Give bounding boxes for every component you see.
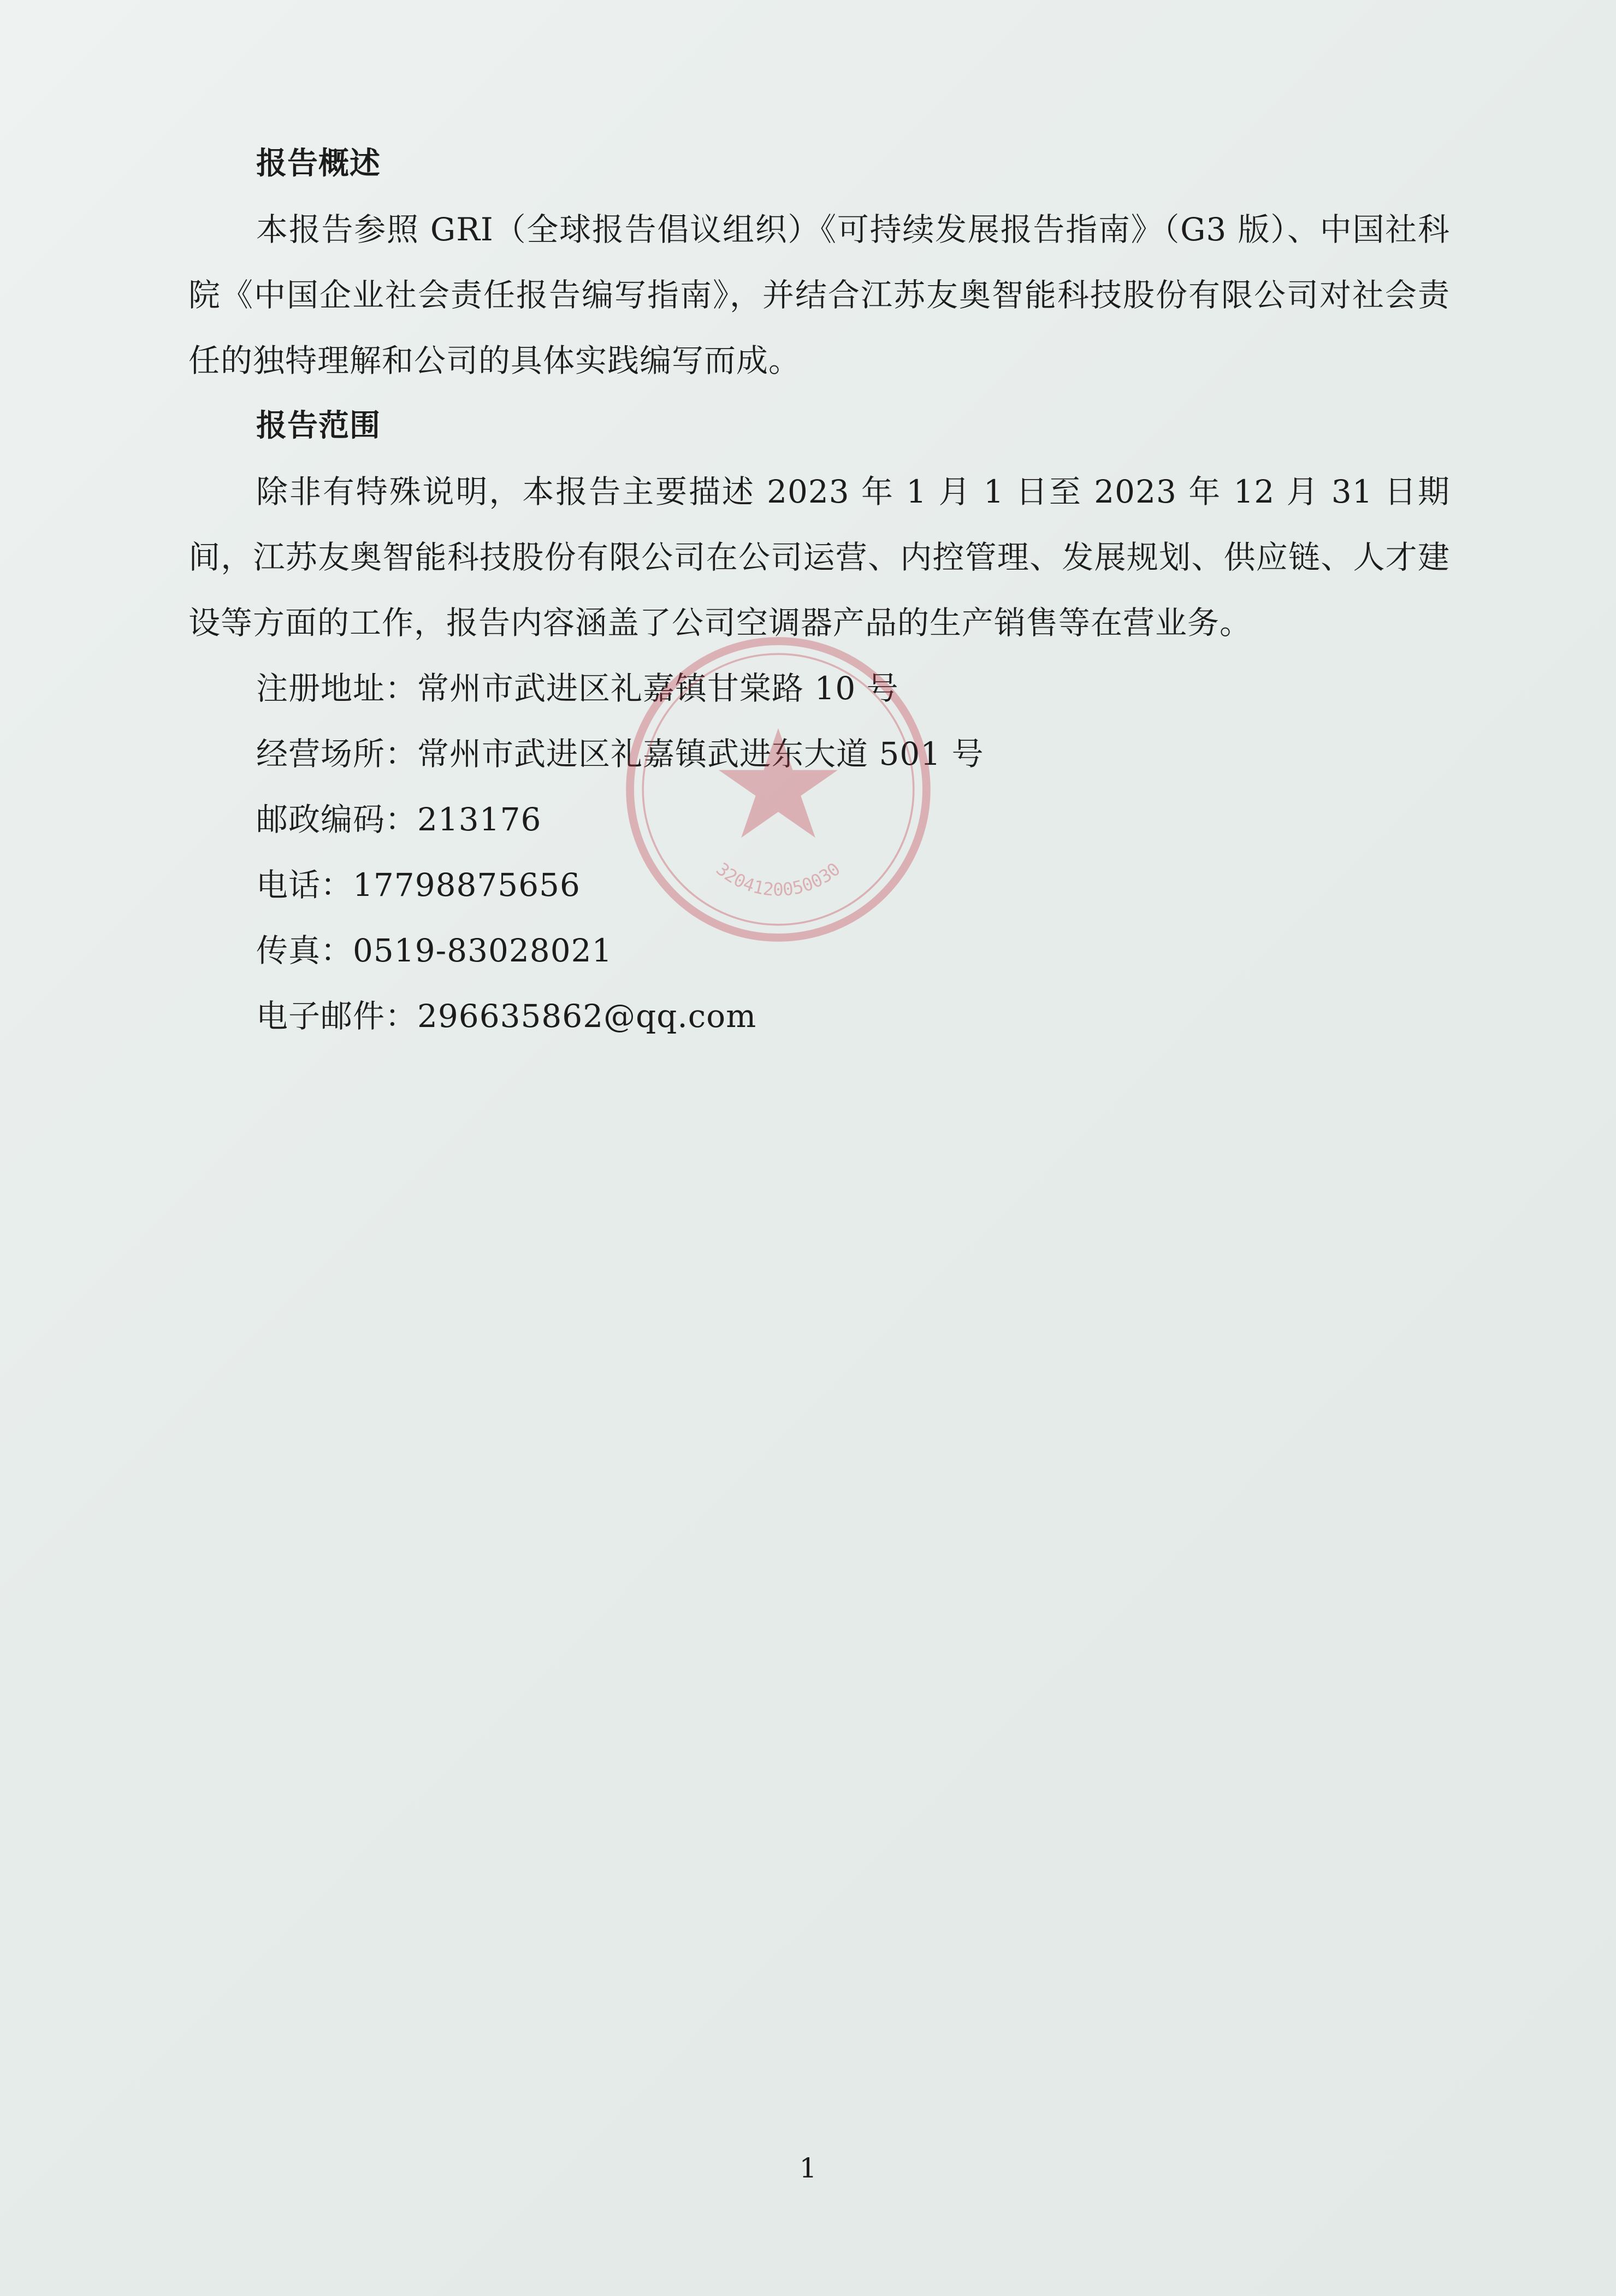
fax-number: 传真：0519-83028021	[256, 932, 613, 969]
registered-address: 注册地址：常州市武进区礼嘉镇甘棠路 10 号	[256, 670, 899, 707]
overview-paragraph: 本报告参照 GRI（全球报告倡议组织）《可持续发展报告指南》（G3 版）、中国社科院《中国企业社会责任报告编写指南》，并结合江苏友奥智能科技股份有限公司对社会责任的独特理解和公司的具体实践编写而成。	[188, 211, 1450, 379]
business-address: 经营场所：常州市武进区礼嘉镇武进东大道 501 号	[256, 735, 984, 772]
overview-heading: 报告概述	[256, 146, 381, 181]
company-seal-stamp	[617, 628, 939, 951]
stamp-star-icon	[719, 728, 838, 838]
postal-code: 邮政编码：213176	[256, 801, 542, 838]
page-number: 1	[799, 2152, 817, 2184]
stamp-serial: 3204120050030	[712, 858, 844, 900]
email-address: 电子邮件：296635862@qq.com	[256, 998, 757, 1035]
phone-number: 电话：17798875656	[256, 866, 581, 904]
scope-heading: 报告范围	[256, 408, 381, 444]
scope-paragraph: 除非有特殊说明，本报告主要描述 2023 年 1 月 1 日至 2023 年 12 月 31 日期间，江苏友奥智能科技股份有限公司在公司运营、内控管理、发展规划、供应链、人才建设等方面的工作，报告内容涵盖了公司空调器产品的生产销售等在营业务。	[188, 473, 1450, 641]
